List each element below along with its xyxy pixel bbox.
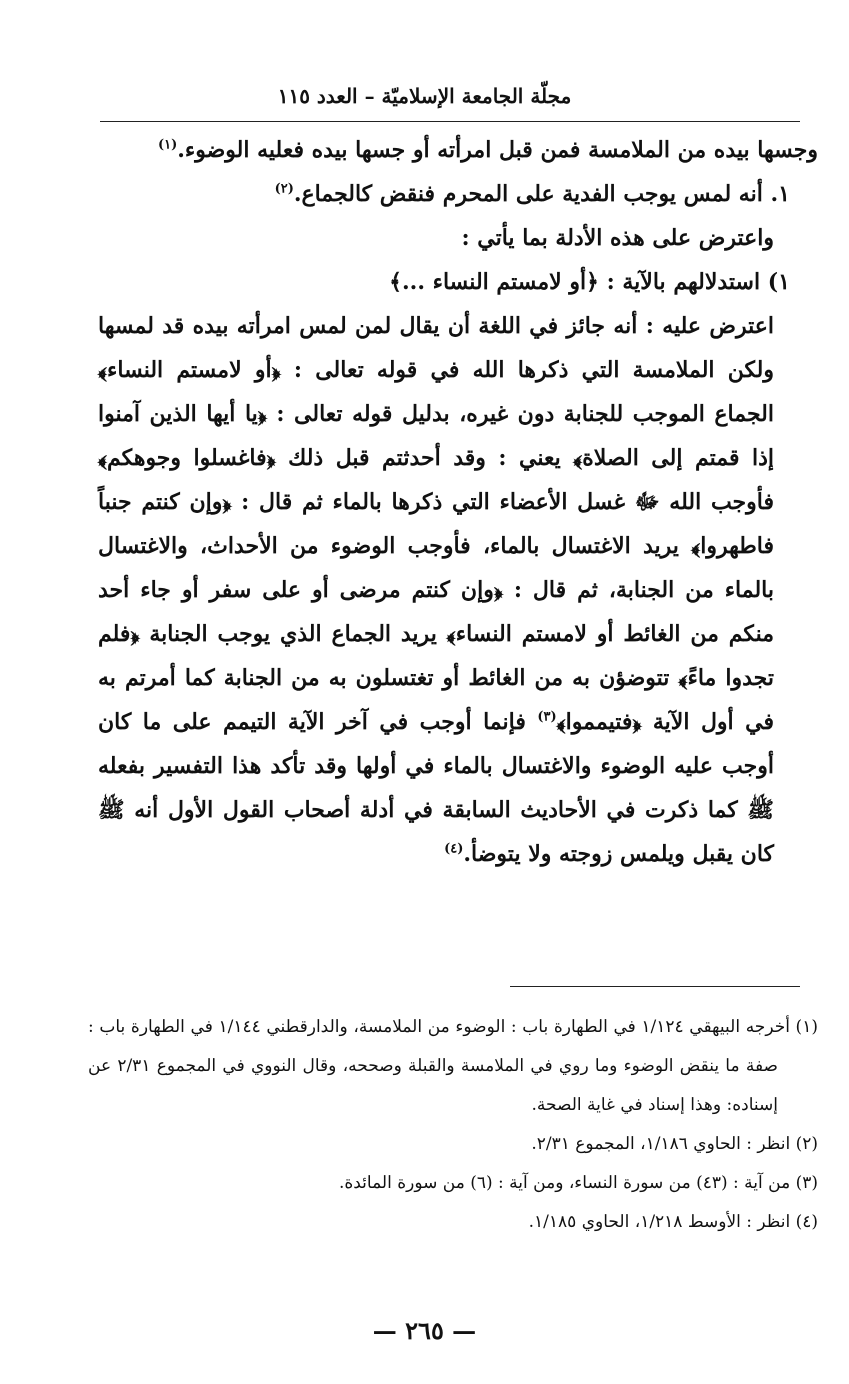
journal-header: مجلّة الجامعة الإسلاميّة – العدد ١١٥ <box>277 84 572 108</box>
paragraph-3: واعترض على هذه الأدلة بما يأتي : <box>461 225 774 251</box>
footnote-ref-4: (٤) <box>444 841 464 857</box>
main-text <box>98 128 818 876</box>
paragraph-5: اعترض عليه : أنه جائز في اللغة أن يقال لمن لمس امرأته بيده قد لمسها ولكن الملامسة التي ذكرها الله في قوله تعالى : ﴿أو لامستم النساء﴾ الجماع الموجب للجنابة دون غيره، بدليل قوله تعالى : ﴿يا أيها الذين آمنوا إذا قمتم إلى الصلاة﴾ يعني : وقد أحدثتم قبل ذلك ﴿فاغسلوا وجوهكم﴾ فأوجب الله ﷻ غسل الأعضاء التي ذكرها بالماء ثم قال : ﴿وإن كنتم جنباً فاطهروا﴾ يريد الاغتسال بالماء، فأوجب الوضوء من الأحداث، والاغتسال بالماء من الجنابة، ثم قال : ﴿وإن كنتم مرضى أو على سفر أو جاء أحد منكم من الغائط أو لامستم النساء﴾ يريد الجماع الذي يوجب الجنابة ﴿فلم تجدوا ماءً﴾ تتوضؤن به من الغائط أو تغتسلون به من الجنابة كما أمرتم به في أول الآية ﴿فتيمموا﴾$^{(٣)}$ فإنما أوجب في آخر الآية التيمم على ما كان أوجب عليه الوضوء والاغتسال بالماء في أولها وقد تأكد هذا التفسير بفعله ﷺ كما ذكرت في الأحاديث السابقة في أدلة أصحاب القول الأول أنه ﷺ كان يقبل ويلمس زوجته ولا يتوضأ.$^{(٤)}$ <box>98 313 774 867</box>
footnote-ref-1: (١) <box>157 137 178 153</box>
paragraph-2: ١. أنه لمس يوجب الفدية على المحرم فنقض كالجماع.$^{(٢)}$ <box>274 181 790 207</box>
footnotes-divider <box>510 986 800 987</box>
paragraph-4: ١) استدلالهم بالآية : ﴿أو لامستم النساء ...﴾ <box>389 269 790 295</box>
page-number: — ٢٦٥ — <box>372 1316 477 1345</box>
header-divider <box>100 121 800 122</box>
footnotes <box>88 1008 818 1242</box>
footnote-3: (٣) من آية : (٤٣) من سورة النساء، ومن آية : (٦) من سورة المائدة. <box>338 1173 818 1193</box>
paragraph-1: وجسها بيده من الملامسة فمن قبل امرأته أو جسها بيده فعليه الوضوء.$^{(١)}$ <box>157 137 818 163</box>
footnote-1: (١) أخرجه البيهقي ١/١٢٤ في الطهارة باب : الوضوء من الملامسة، والدارقطني ١/١٤٤ في الطهارة باب : صفة ما ينقض الوضوء وما روي في الملامسة والقبلة وصححه، وقال النووي في المجموع ٢/٣١ عن إسناده: وهذا إسناد في غاية الصحة. <box>88 1017 818 1115</box>
footnote-2: (٢) انظر : الحاوي ١/١٨٦، المجموع ٢/٣١. <box>531 1134 818 1154</box>
footnote-ref-3: (٣) <box>537 709 557 725</box>
footnote-ref-2: (٢) <box>274 181 294 197</box>
footnote-4: (٤) انظر : الأوسط ١/٢١٨، الحاوي ١/١٨٥. <box>528 1212 818 1232</box>
